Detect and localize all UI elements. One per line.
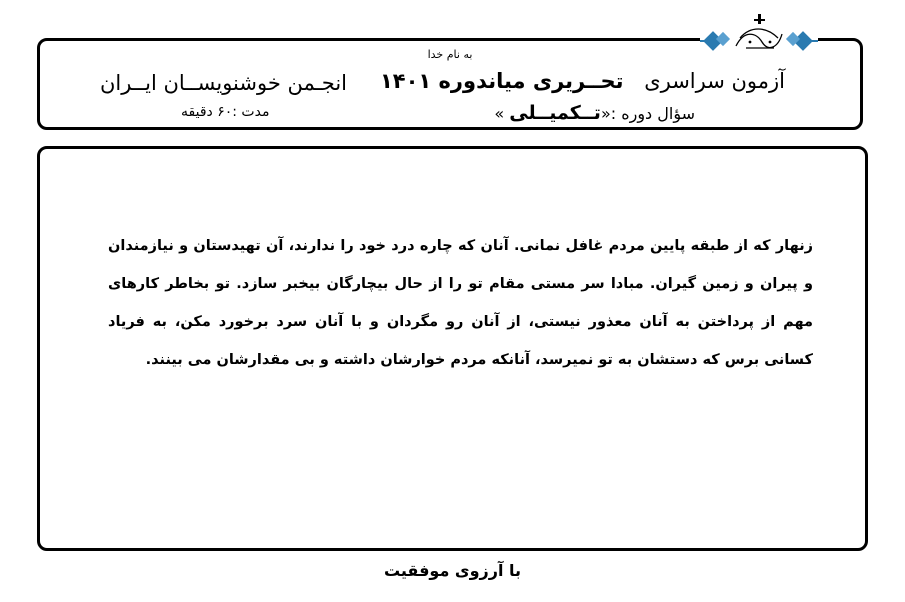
question-type-line — [494, 102, 695, 124]
exam-title-prefix: آزمون سراسری — [644, 69, 785, 93]
passage-text: زنهار که از طبقه پایین مردم غافل نمانی. آنان که چاره درد خود را ندارند، آن تهیدستان و نیازمندان و پیران و زمین گیران. مبادا سر مستی مقام تو را از حال بیچارگان بیخبر سازد. تو بخاطر کارهای مهم از پرداختن به آنان معذور نیستی، از آنان رو مگردان و با آنان سرد برخورد مکن، به فریاد کسانی برس که دستشان به تو نمیرسد، آنانکه مردم خوارشان داشته و بی مقدارشان می بینند. — [108, 238, 813, 368]
footer-wish: با آرزوی موفقیت — [383, 561, 522, 580]
exam-title — [380, 69, 785, 93]
organization-name: انجـمن خوشنویســان ایــران — [100, 71, 348, 95]
passage-box — [37, 146, 868, 551]
question-type: تــکمیــلی — [509, 102, 601, 124]
question-close: » — [494, 104, 510, 123]
question-label: سؤال دوره :« — [600, 104, 695, 123]
exam-title-bold: تحــریری میاندوره ۱۴۰۱ — [379, 69, 624, 93]
exam-duration: مدت :۶۰ دقیقه — [181, 104, 270, 120]
association-logo-icon — [700, 12, 818, 56]
bismillah-text: به نام خدا — [427, 48, 473, 61]
